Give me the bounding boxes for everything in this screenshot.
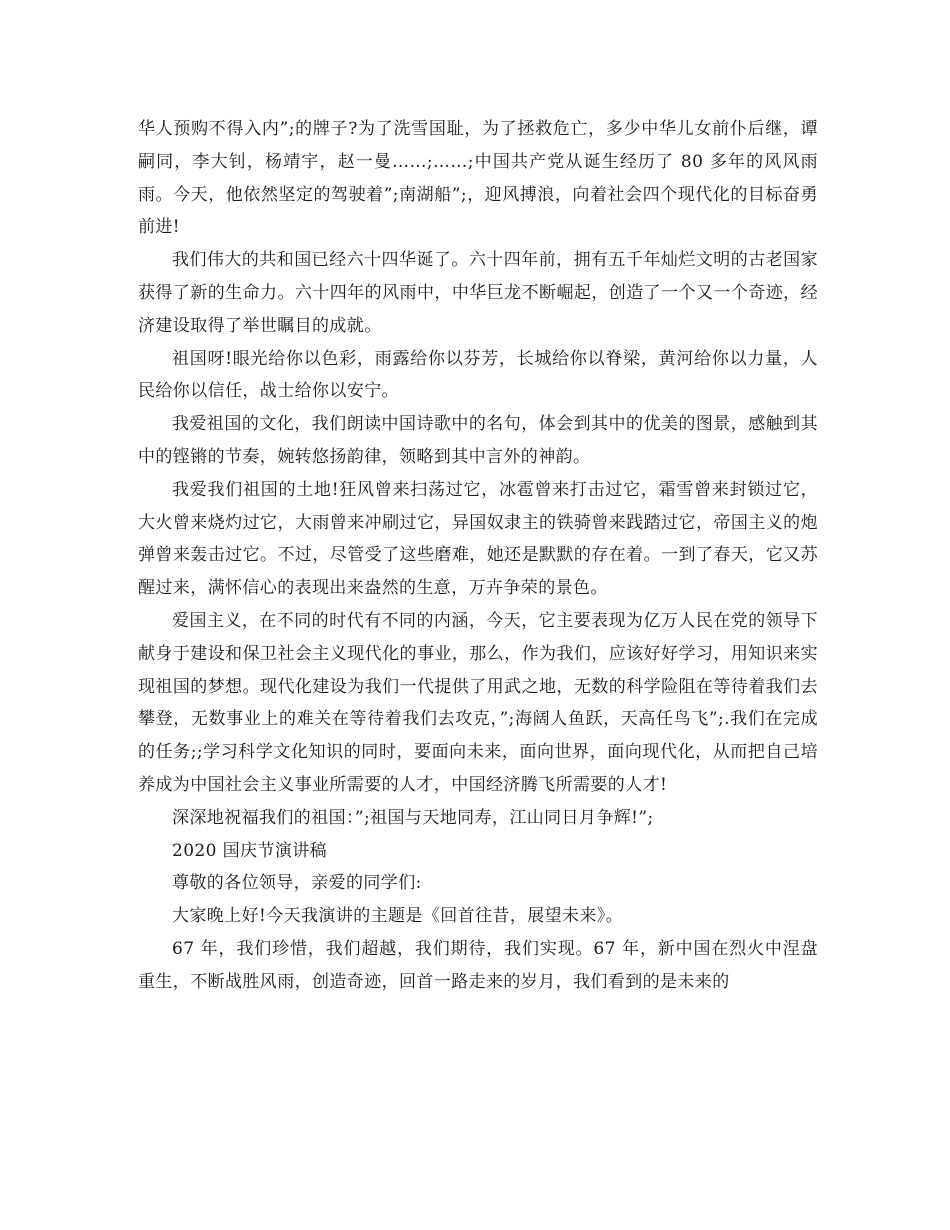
paragraph: 我爱我们祖国的土地!狂风曾来扫荡过它，冰雹曾来打击过它，霜雪曾来封锁过它，大火曾来烧灼过它，大雨曾来冲刷过它，异国奴隶主的铁骑曾来践踏过它，帝国主义的炮弹曾来轰击过它。不过，尽管受了这些磨难，她还是默默的存在着。一到了春天，它又苏醒过来，满怀信心的表现出来盎然的生意，万卉争荣的景色。 — [138, 479, 818, 599]
paragraph: 爱国主义，在不同的时代有不同的内涵，今天，它主要表现为亿万人民在党的领导下献身于建设和保卫社会主义现代化的事业，那么，作为我们，应该好好学习，用知识来实现祖国的梦想。现代化建设为我们一代提供了用武之地，无数的科学险阻在等待着我们去攀登，无数事业上的难关在等待着我们去攻克，”;海阔人鱼跃，天高任鸟飞”;.我们在完成的任务;;学习科学文化知识的同时，要面向未来，面向世界，面向现代化，从而把自己培养成为中国社会主义事业所需要的人才，中国经济腾飞所需要的人才! — [138, 610, 818, 795]
paragraph: 67 年，我们珍惜，我们超越，我们期待，我们实现。67 年，新中国在烈火中涅盘重生，不断战胜风雨，创造奇迹，回首一路走来的岁月，我们看到的是未来的 — [138, 938, 818, 992]
paragraph: 大家晚上好!今天我演讲的主题是《回首往昔，展望未来》。 — [172, 906, 624, 927]
paragraph-continued: 华人预购不得入内”;的牌子?为了洗雪国耻，为了拯救危亡，多少中华儿女前仆后继，谭嗣同，李大钊，杨靖宇，赵一曼……;……;中国共产党从诞生经历了 80 多年的风风雨雨。今天，他依然坚定的驾驶着”;南湖船”;，迎风搏浪，向着社会四个现代化的目标奋勇前进! — [138, 119, 818, 238]
paragraph: 深深地祝福我们的祖国：”;祖国与天地同寿，江山同日月争辉!”; — [172, 807, 654, 828]
paragraph: 祖国呀!眼光给你以色彩，雨露给你以芬芳，长城给你以脊梁，黄河给你以力量，人民给你以信任，战士给你以安宁。 — [138, 348, 818, 402]
document-body — [138, 113, 818, 999]
salutation: 尊敬的各位领导，亲爱的同学们: — [172, 873, 422, 894]
section-title: 2020 国庆节演讲稿 — [172, 840, 328, 861]
paragraph: 我爱祖国的文化，我们朗读中国诗歌中的名句，体会到其中的优美的图景，感触到其中的铿锵的节奏，婉转悠扬韵律，领略到其中言外的神韵。 — [138, 414, 818, 467]
paragraph: 我们伟大的共和国已经六十四华诞了。六十四年前，拥有五千年灿烂文明的古老国家获得了新的生命力。六十四年的风雨中，中华巨龙不断崛起，创造了一个又一个奇迹，经济建设取得了举世瞩目的成就。 — [138, 250, 818, 336]
